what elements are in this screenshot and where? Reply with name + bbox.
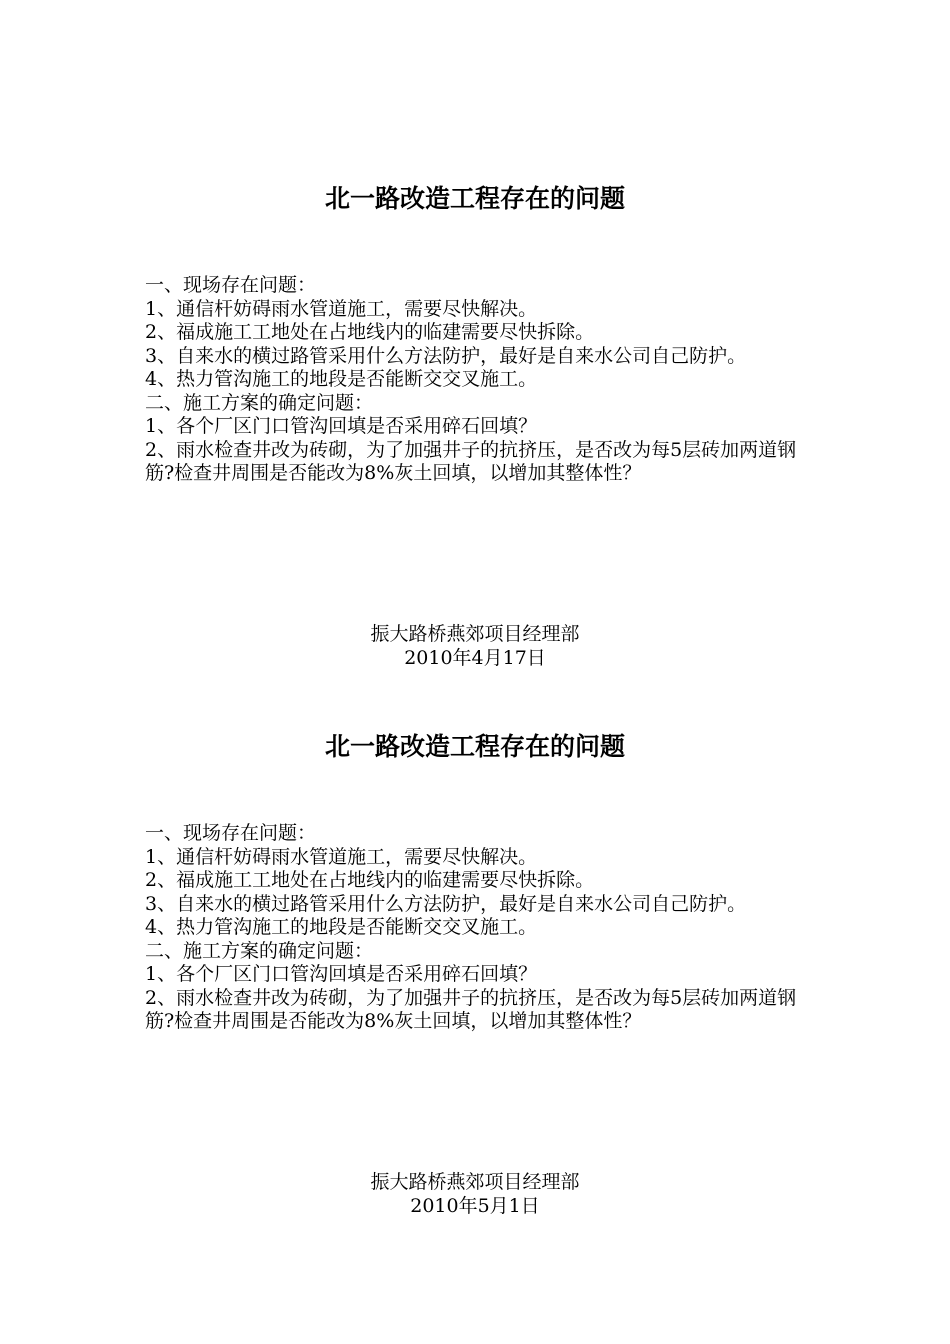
signature-block [0,622,950,670]
body-line: 4、热力管沟施工的地段是否能断交交叉施工。 [145,368,538,390]
body-line: 1、通信杆妨碍雨水管道施工，需要尽快解决。 [145,845,538,868]
organization-name: 振大路桥燕郊项目经理部 [370,1171,580,1193]
document-section-2 [0,728,950,1217]
document-section-1 [0,180,950,669]
signature-block [0,1170,950,1218]
body-line: 4、热力管沟施工的地段是否能断交交叉施工。 [145,916,538,938]
body-line: 1、各个厂区门口管沟回填是否采用碎石回填？ [145,963,538,985]
body-line: 2、福成施工工地处在占地线内的临建需要尽快拆除。 [145,321,595,343]
section-heading: 一、现场存在问题： [145,274,317,296]
body-line: 1、各个厂区门口管沟回填是否采用碎石回填？ [145,415,538,437]
body-line: 2、雨水检查井改为砖砌，为了加强井子的抗挤压，是否改为每5层砖加两道钢筋?检查井周围是否能改为8%灰土回填，以增加其整体性？ [145,438,797,484]
section-heading: 二、施工方案的确定问题： [145,391,374,414]
body-line: 3、自来水的横过路管采用什么方法防护，最好是自来水公司自己防护。 [145,892,747,915]
section-heading: 二、施工方案的确定问题： [145,939,374,962]
body-line: 2、福成施工工地处在占地线内的临建需要尽快拆除。 [145,869,595,891]
signature-date: 2010年4月17日 [404,647,546,669]
body-line: 2、雨水检查井改为砖砌，为了加强井子的抗挤压，是否改为每5层砖加两道钢筋?检查井周围是否能改为8%灰土回填，以增加其整体性？ [145,986,797,1032]
document-title: 北一路改造工程存在的问题 [324,732,625,761]
document-body [145,822,810,1034]
document-title: 北一路改造工程存在的问题 [324,184,625,213]
signature-date: 2010年5月1日 [410,1195,540,1217]
body-line: 3、自来水的横过路管采用什么方法防护，最好是自来水公司自己防护。 [145,344,747,367]
body-line: 1、通信杆妨碍雨水管道施工，需要尽快解决。 [145,297,538,320]
organization-name: 振大路桥燕郊项目经理部 [370,623,580,645]
document-body [145,274,810,486]
section-heading: 一、现场存在问题： [145,822,317,844]
